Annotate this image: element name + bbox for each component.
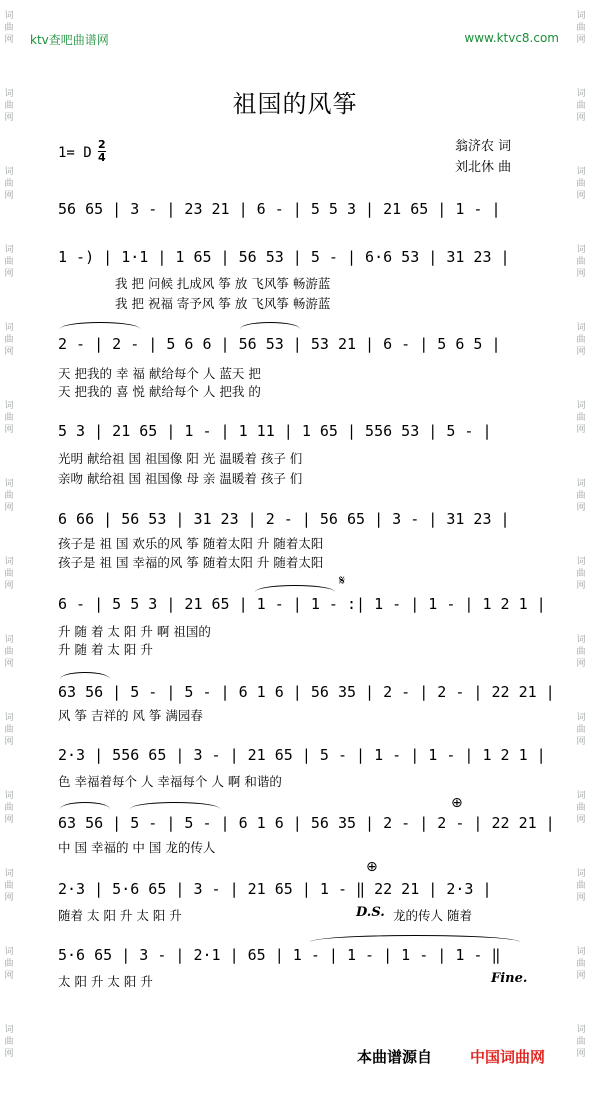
watermark-text: 词 曲 网 (576, 11, 586, 45)
source-label: 本曲谱源自 (357, 1048, 433, 1066)
watermark-text: 词 曲 网 (4, 89, 14, 123)
composer-credit: 刘北休 曲 (455, 160, 512, 175)
watermark-text: 词 曲 网 (576, 947, 586, 981)
watermark-text: 词 曲 网 (576, 323, 586, 357)
time-signature-top: 2 (98, 138, 106, 151)
lyrics-line-4a: 光明 献给祖 国 祖国像 阳 光 温暖着 孩子 们 (58, 451, 303, 466)
score-line-6: 6 - | 5 5 3 | 21 65 | 1 - | 1 - :| 1 - | 1 - | 1 2 1 | (58, 595, 546, 613)
lyricist-credit: 翁济农 词 (455, 139, 512, 154)
watermark-text: 词 曲 网 (576, 245, 586, 279)
lyrics-line-6b: 升 随 着 太 阳 升 (58, 642, 153, 657)
watermark-text: 词 曲 网 (4, 1025, 14, 1059)
lyrics-line-2a: 我 把 问候 扎成风 筝 放 飞风筝 畅游蓝 (115, 276, 331, 291)
ds-marking: D.S. (356, 905, 385, 920)
site-link-left[interactable]: ktv查吧曲谱网 (30, 33, 109, 47)
slur (60, 322, 140, 329)
lyrics-line-8: 色 幸福着每个 人 幸福每个 人 啊 和谐的 (58, 774, 282, 789)
segno-symbol: 𝄋 (339, 573, 346, 589)
watermark-text: 词 曲 网 (4, 401, 14, 435)
watermark-text: 词 曲 网 (576, 479, 586, 513)
watermark-text: 词 曲 网 (4, 869, 14, 903)
slur (60, 802, 110, 809)
score-line-11: 5·6 65 | 3 - | 2·1 | 65 | 1 - | 1 - | 1 - | 1 - ‖ (58, 946, 501, 964)
slur (310, 935, 520, 942)
watermark-text: 词 曲 网 (4, 947, 14, 981)
lyrics-line-10: 随着 太 阳 升 太 阳 升 (58, 908, 182, 923)
site-link-right[interactable]: www.ktvc8.com (464, 31, 559, 45)
lyrics-line-6a: 升 随 着 太 阳 升 啊 祖国的 (58, 624, 211, 639)
lyrics-line-3a: 天 把我的 幸 福 献给每个 人 蓝天 把 (58, 366, 261, 381)
lyrics-line-2b: 我 把 祝福 寄予风 筝 放 飞风筝 畅游蓝 (115, 296, 331, 311)
watermark-text: 词 曲 网 (576, 869, 586, 903)
watermark-text: 词 曲 网 (576, 635, 586, 669)
watermark-text: 词 曲 网 (576, 89, 586, 123)
watermark-text: 词 曲 网 (4, 713, 14, 747)
score-line-9: 63 56 | 5 - | 5 - | 6 1 6 | 56 35 | 2 - | 2 - | 22 21 | (58, 814, 555, 832)
watermark-text: 词 曲 网 (4, 635, 14, 669)
watermark-text: 词 曲 网 (4, 479, 14, 513)
watermark-text: 词 曲 网 (576, 401, 586, 435)
time-signature (98, 139, 106, 164)
watermark-text: 词 曲 网 (4, 557, 14, 591)
lyrics-line-9: 中 国 幸福的 中 国 龙的传人 (58, 840, 216, 855)
lyrics-line-3b: 天 把我的 喜 悦 献给每个 人 把我 的 (58, 384, 261, 399)
watermark-text: 词 曲 网 (4, 791, 14, 825)
score-line-2: 1 -) | 1·1 | 1 65 | 56 53 | 5 - | 6·6 53 | 31 23 | (58, 248, 510, 266)
key-signature: 1= D (58, 145, 92, 161)
slur (255, 585, 335, 592)
source-name-link[interactable]: 中国词曲网 (470, 1048, 546, 1066)
watermark-text: 词 曲 网 (4, 323, 14, 357)
slur (130, 802, 220, 809)
watermark-text: 词 曲 网 (4, 11, 14, 45)
lyrics-line-7: 风 筝 吉祥的 风 筝 满园春 (58, 708, 203, 723)
song-title: 祖国的风筝 (232, 90, 358, 118)
watermark-text: 词 曲 网 (576, 713, 586, 747)
watermark-text: 词 曲 网 (576, 167, 586, 201)
watermark-text: 词 曲 网 (576, 557, 586, 591)
lyrics-line-4b: 亲吻 献给祖 国 祖国像 母 亲 温暖着 孩子 们 (58, 471, 303, 486)
score-line-3: 2 - | 2 - | 5 6 6 | 56 53 | 53 21 | 6 - | 5 6 5 | (58, 335, 501, 353)
lyrics-line-10b: 龙的传人 随着 (393, 908, 472, 923)
lyrics-line-5b: 孩子是 祖 国 幸福的风 筝 随着太阳 升 随着太阳 (58, 555, 324, 570)
watermark-text: 词 曲 网 (576, 1025, 586, 1059)
score-line-8: 2·3 | 556 65 | 3 - | 21 65 | 5 - | 1 - | 1 - | 1 2 1 | (58, 746, 546, 764)
score-line-7: 63 56 | 5 - | 5 - | 6 1 6 | 56 35 | 2 - | 2 - | 22 21 | (58, 683, 555, 701)
coda-symbol: ⊕ (451, 795, 463, 811)
lyrics-line-11: 太 阳 升 太 阳 升 (58, 974, 153, 989)
watermark-text: 词 曲 网 (576, 791, 586, 825)
watermark-text: 词 曲 网 (4, 167, 14, 201)
slur (240, 322, 300, 329)
watermark-text: 词 曲 网 (4, 245, 14, 279)
slur (60, 672, 110, 679)
score-line-5: 6 66 | 56 53 | 31 23 | 2 - | 56 65 | 3 - | 31 23 | (58, 510, 510, 528)
fine-marking: Fine. (491, 971, 528, 986)
score-line-1: 56 65 | 3 - | 23 21 | 6 - | 5 5 3 | 21 65 | 1 - | (58, 200, 501, 218)
time-signature-bottom: 4 (98, 151, 106, 164)
score-line-4: 5 3 | 21 65 | 1 - | 1 11 | 1 65 | 556 53 | 5 - | (58, 422, 492, 440)
coda-symbol-2: ⊕ (366, 859, 378, 875)
lyrics-line-5a: 孩子是 祖 国 欢乐的风 筝 随着太阳 升 随着太阳 (58, 536, 324, 551)
score-line-10: 2·3 | 5·6 65 | 3 - | 21 65 | 1 - ‖ 22 21 | 2·3 | (58, 880, 492, 898)
